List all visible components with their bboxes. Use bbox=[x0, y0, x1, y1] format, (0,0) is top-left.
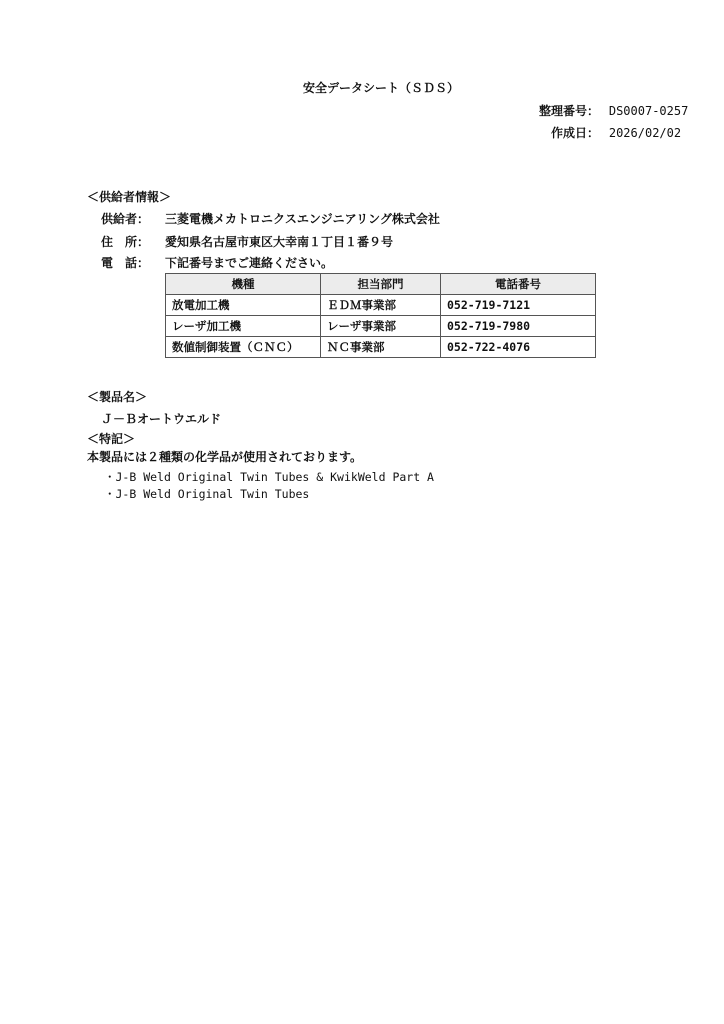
supplier-section-heading: ＜供給者情報＞ bbox=[87, 190, 172, 204]
header-phone: 電話番号 bbox=[441, 274, 596, 295]
supplier-address-label: 住 所： bbox=[101, 235, 150, 249]
cell-model: 放電加工機 bbox=[166, 295, 321, 316]
cell-phone: 052-722-4076 bbox=[441, 337, 596, 358]
doc-date-row bbox=[551, 126, 681, 140]
doc-number-label: 整理番号： bbox=[539, 104, 600, 118]
header-department: 担当部門 bbox=[321, 274, 441, 295]
cell-model: レーザ加工機 bbox=[166, 316, 321, 337]
supplier-phone-value: 下記番号までご連絡ください。 bbox=[165, 256, 334, 270]
cell-model: 数値制御装置（ＣＮＣ） bbox=[166, 337, 321, 358]
header-model: 機種 bbox=[166, 274, 321, 295]
doc-date-label: 作成日： bbox=[551, 126, 600, 140]
supplier-company-label: 供給者： bbox=[101, 212, 150, 226]
product-name: Ｊ－Ｂオートウエルド bbox=[101, 412, 222, 426]
contact-table bbox=[165, 273, 596, 358]
contact-table-header-row bbox=[166, 274, 596, 295]
cell-phone: 052-719-7980 bbox=[441, 316, 596, 337]
cell-department: レーザ事業部 bbox=[321, 316, 441, 337]
list-item: ・J-B Weld Original Twin Tubes & KwikWeld Part A bbox=[104, 470, 434, 484]
table-row bbox=[166, 295, 596, 316]
doc-number-value: DS0007-0257 bbox=[608, 104, 689, 118]
notes-intro: 本製品には２種類の化学品が使用されております。 bbox=[87, 450, 363, 464]
doc-number-row bbox=[539, 104, 688, 118]
doc-date-value: 2026/02/02 bbox=[608, 126, 682, 140]
cell-department: ＥＤＭ事業部 bbox=[321, 295, 441, 316]
list-item: ・J-B Weld Original Twin Tubes bbox=[104, 487, 310, 501]
product-section-heading: ＜製品名＞ bbox=[87, 390, 148, 404]
document-title: 安全データシート（ＳＤＳ） bbox=[302, 81, 459, 95]
cell-department: ＮＣ事業部 bbox=[321, 337, 441, 358]
table-row bbox=[166, 337, 596, 358]
supplier-company-value: 三菱電機メカトロニクスエンジニアリング株式会社 bbox=[165, 212, 440, 226]
supplier-address-value: 愛知県名古屋市東区大幸南１丁目１番９号 bbox=[165, 235, 394, 249]
cell-phone: 052-719-7121 bbox=[441, 295, 596, 316]
table-row bbox=[166, 316, 596, 337]
notes-section-heading: ＜特記＞ bbox=[87, 432, 136, 446]
supplier-phone-label: 電 話： bbox=[101, 256, 150, 270]
